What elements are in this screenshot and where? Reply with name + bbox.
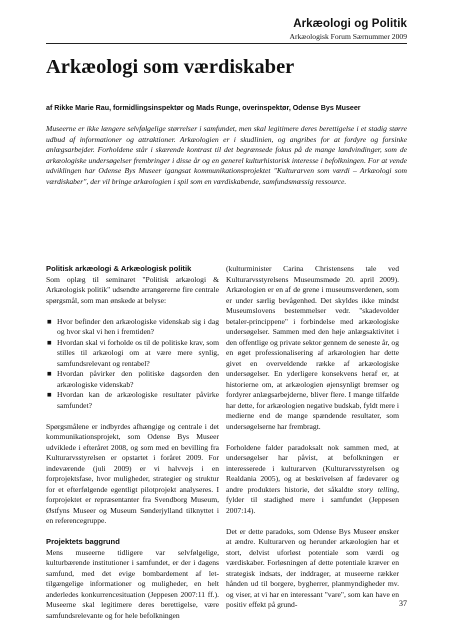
running-head xyxy=(290,18,408,41)
question-list xyxy=(46,317,219,412)
article-byline: af Rikke Marie Rau, formidlingsinspektør og Mads Runge, overinspektør, Odense Bys Museer xyxy=(46,104,361,112)
running-subtitle: Arkæologisk Forum Særnummer 2009 xyxy=(289,32,407,41)
article-title: Arkæologi som værdiskaber xyxy=(46,56,295,78)
left-column xyxy=(46,264,219,632)
right-column xyxy=(226,264,399,621)
list-item: ■ Hvor befinder den arkæologiske videnskab sig i dag og hvor skal vi hen i fremtiden? xyxy=(47,316,219,336)
bullet-icon: ■ xyxy=(47,390,52,399)
bullet-icon: ■ xyxy=(47,369,52,378)
bullet-icon: ■ xyxy=(47,337,52,347)
bullet-icon: ■ xyxy=(47,316,52,326)
body-paragraph: Det er dette paradoks, som Odense Bys Museer ønsker at ændre. Kulturarven og herunder arkæologien har et stort, delvist uforløst potentiale som værdi og værdiskaber. Forløsningen af dette potentiale kræver en strategisk indsats, der inddrager, at museerne rækker hånden ud til borgere, bygherrer, planmyndigheder mv. og viser, at vi har en interessant "vare", som kan have en positiv effekt på grund- xyxy=(226,526,399,609)
article-lede: Museerne er ikke længere selvfølgelige størrelser i samfundet, men skal legitimere deres berettigelse i et stadig større udbud af informationer og attraktioner. Arkæologien er i skudlinien, og angribes for at fordyre og forsinke anlægsarbejder. Forholdene står i skærende kontrast til det begrænsede fokus på de mange landvindinger, som de arkæologiske undersøgelser frembringer i disse år og en generel kulturhistorisk interesse i befolkningen. For at vende udviklingen har Odense Bys Museer igangsat kommunikationsprojektet "Kulturarven som værdi – Arkæologi som værdiskaber", der vil bringe arkæologien i spil som en værdiskabende, samfundsmæssig ressource. xyxy=(46,124,407,186)
list-item: ■ Hvordan skal vi forholde os til de politiske krav, som stilles til arkæologi om at være mere synlig, samfundsrelevant og rentabel? xyxy=(47,337,219,368)
page-number: 37 xyxy=(399,599,407,608)
body-paragraph: Forholdene falder paradoksalt nok sammen med, at undersøgelser har påvist, at befolkningen er interesserede i kulturarven (Kulturarvsstyrelsen og Realdania 2005), og at beskrivelsen af fædevarer og andre produkters historie, det såkaldte story telling, fylder til stadighed mere i samfundet (Jeppesen 2007:14). xyxy=(226,442,399,515)
intro-paragraph: Som oplæg til seminaret "Politisk arkæologi & Arkæologisk politik" udsendte arrangørerne fire centrale spørgsmål, som man ønskede at belyse: xyxy=(46,274,219,305)
body-paragraph: (kulturminister Carina Christensens tale ved Kulturarvsstyrelsens Museumsmøde 20. april 2009). Arkæologien er en af de grene i museumsverdenen, som er under særlig bevågenhed. Det skyldes ikke mindst Museumslovens bestemmelser vedr. "skadevolder betaler-princippene" i forbindelse med arkæologiske undersøgelser. Sammen med den høje anlægsaktivitet i den offentlige og private sektor gennem de seneste år, og en øget professionalisering af arkæologien har dette givet en overveldende række af arkæologiske undersøgelser. En yderligere konsekvens heraf er, at historierne om, at arkæologien øjensynligt bremser og fordyrer anlægsarbejderne, bliver flere. I mange tilfælde har dette, for arkæologien negative budskab, fyldt mere i medierne end de mange spændende resultater, som undersøgelserne har frembragt. xyxy=(226,264,399,431)
header-rule xyxy=(46,43,407,44)
story-telling-term: story telling xyxy=(357,484,398,494)
section-heading-politisk-arkaeologi: Politisk arkæologi & Arkæologisk politik xyxy=(46,264,192,273)
section-heading-projektets-baggrund: Projektets baggrund xyxy=(46,537,120,546)
running-title: Arkæologi og Politik xyxy=(293,18,407,30)
project-paragraph: Spørgsmålene er indbyrdes afhængige og centrale i det kommunikationsprojekt, som Odense Bys Museer udviklede i efteråret 2008, og som med en bevilling fra Kulturarvsstyrelsen er opstartet i foråret 2009. For indeværende (juli 2009) er vi halvvejs i en forprojektsfase, hvor muligheder, strategier og struktur for et efterfølgende egentligt pilotprojekt analyseres. I forprojektet er repræsentanter fra Svendborg Museum, Østfyns Museer og Museum Sønderjylland tilknyttet i en referencegruppe. xyxy=(46,421,219,525)
list-item: ■ Hvordan kan de arkæologiske resultater påvirke samfundet? xyxy=(47,390,219,410)
background-paragraph: Mens museerne tidligere var selvfølgelige, kulturbærende institutioner i samfundet, er der i dagens samfund, med det evige bombardement af let-tilgængelige informationer og muligheder, en helt anderledes konkurrencesituation (Jeppesen 2007:11 ff.). Museerne skal legitimere deres berettigelse, være samfundsrelevante og for hele befolkningen xyxy=(46,547,219,620)
list-item: ■ Hvordan påvirker den politiske dagsorden den arkæologiske videnskab? xyxy=(47,369,219,389)
